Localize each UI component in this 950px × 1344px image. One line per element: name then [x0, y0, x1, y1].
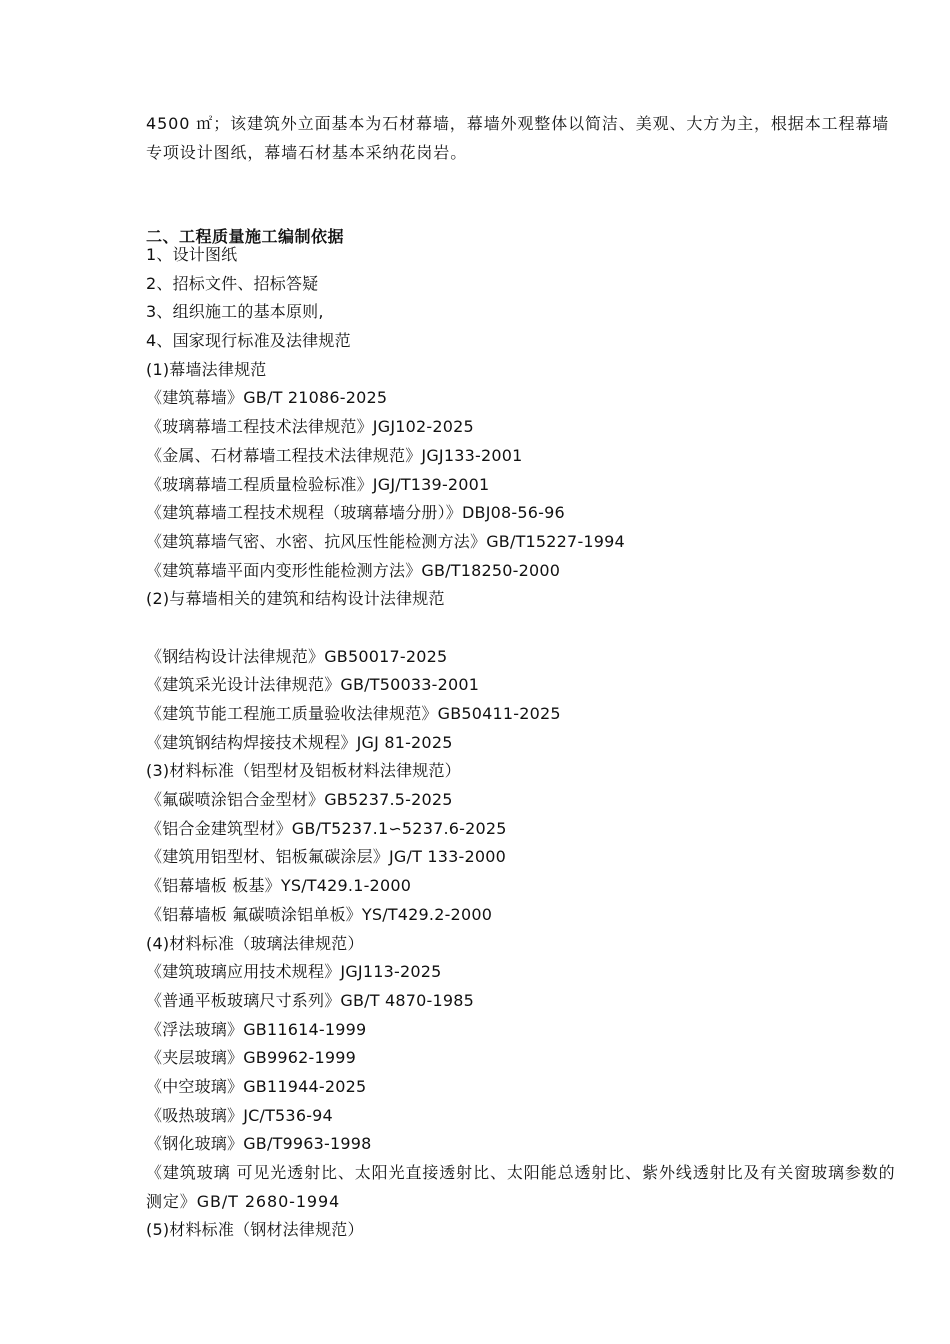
list-item: 《建筑玻璃 可见光透射比、太阳光直接透射比、太阳能总透射比、紫外线透射比及有关窗玻璃参数的测定》GB/T 2680-1994: [146, 1163, 896, 1211]
blank-line: [146, 614, 896, 643]
list-item: 《建筑用铝型材、铝板氟碳涂层》JG/T 133-2000: [146, 847, 506, 867]
list-item: 1、设计图纸: [146, 245, 238, 264]
list-item: 《金属、石材幕墙工程技术法律规范》JGJ133-2001: [146, 445, 523, 465]
intro-paragraph: 4500 ㎡；该建筑外立面基本为石材幕墙，幕墙外观整体以简洁、美观、大方为主，根据本工程幕墙专项设计图纸，幕墙石材基本采纳花岗岩。: [146, 114, 890, 162]
list-item: 《夹层玻璃》GB9962-1999: [146, 1048, 356, 1068]
list-item: 《建筑钢结构焊接技术规程》JGJ 81-2025: [146, 732, 453, 752]
list-item: 2、招标文件、招标答疑: [146, 273, 319, 293]
list-item: 《建筑幕墙平面内变形性能检测方法》GB/T18250-2000: [146, 560, 561, 580]
list-item: 《玻璃幕墙工程质量检验标准》JGJ/T139-2001: [146, 474, 490, 494]
list-item: 《建筑幕墙》GB/T 21086-2025: [146, 388, 388, 408]
list-item: 3、组织施工的基本原则,: [146, 302, 324, 322]
list-item: 《铝幕墙板 氟碳喷涂铝单板》YS/T429.2-2000: [146, 904, 493, 924]
list-item: 《建筑幕墙气密、水密、抗风压性能检测方法》GB/T15227-1994: [146, 531, 625, 551]
list-item: 《铝合金建筑型材》GB/T5237.1∽5237.6-2025: [146, 818, 507, 838]
list-item: 《建筑节能工程施工质量验收法律规范》GB50411-2025: [146, 704, 561, 723]
list-item: (1)幕墙法律规范: [146, 359, 267, 379]
list-item: (5)材料标准（钢材法律规范）: [146, 1220, 364, 1240]
list-item: 《建筑幕墙工程技术规程（玻璃幕墙分册）》DBJ08-56-96: [146, 503, 565, 523]
list-item: 《中空玻璃》GB11944-2025: [146, 1076, 367, 1096]
list-item: 《建筑玻璃应用技术规程》JGJ113-2025: [146, 962, 442, 982]
list-item: 4、国家现行标准及法律规范: [146, 331, 351, 351]
list-item: 《浮法玻璃》GB11614-1999: [146, 1019, 367, 1039]
section-heading: 二、工程质量施工编制依据: [146, 227, 345, 246]
list-item: 《铝幕墙板 板基》YS/T429.1-2000: [146, 876, 412, 896]
list-item: 《建筑采光设计法律规范》GB/T50033-2001: [146, 675, 480, 695]
list-item: (4)材料标准（玻璃法律规范）: [146, 933, 364, 953]
list-item: (2)与幕墙相关的建筑和结构设计法律规范: [146, 589, 445, 609]
list-item: 《钢结构设计法律规范》GB50017-2025: [146, 646, 448, 666]
list-item: (3)材料标准（铝型材及铝板材料法律规范）: [146, 761, 461, 781]
list-item: 《普通平板玻璃尺寸系列》GB/T 4870-1985: [146, 990, 475, 1010]
list-item: 《吸热玻璃》JC/T536-94: [146, 1105, 333, 1125]
list-item: 《氟碳喷涂铝合金型材》GB5237.5-2025: [146, 790, 453, 810]
list-item: 《玻璃幕墙工程技术法律规范》JGJ102-2025: [146, 417, 474, 437]
basis-list: [146, 241, 896, 1245]
list-item: 《钢化玻璃》GB/T9963-1998: [146, 1134, 372, 1154]
